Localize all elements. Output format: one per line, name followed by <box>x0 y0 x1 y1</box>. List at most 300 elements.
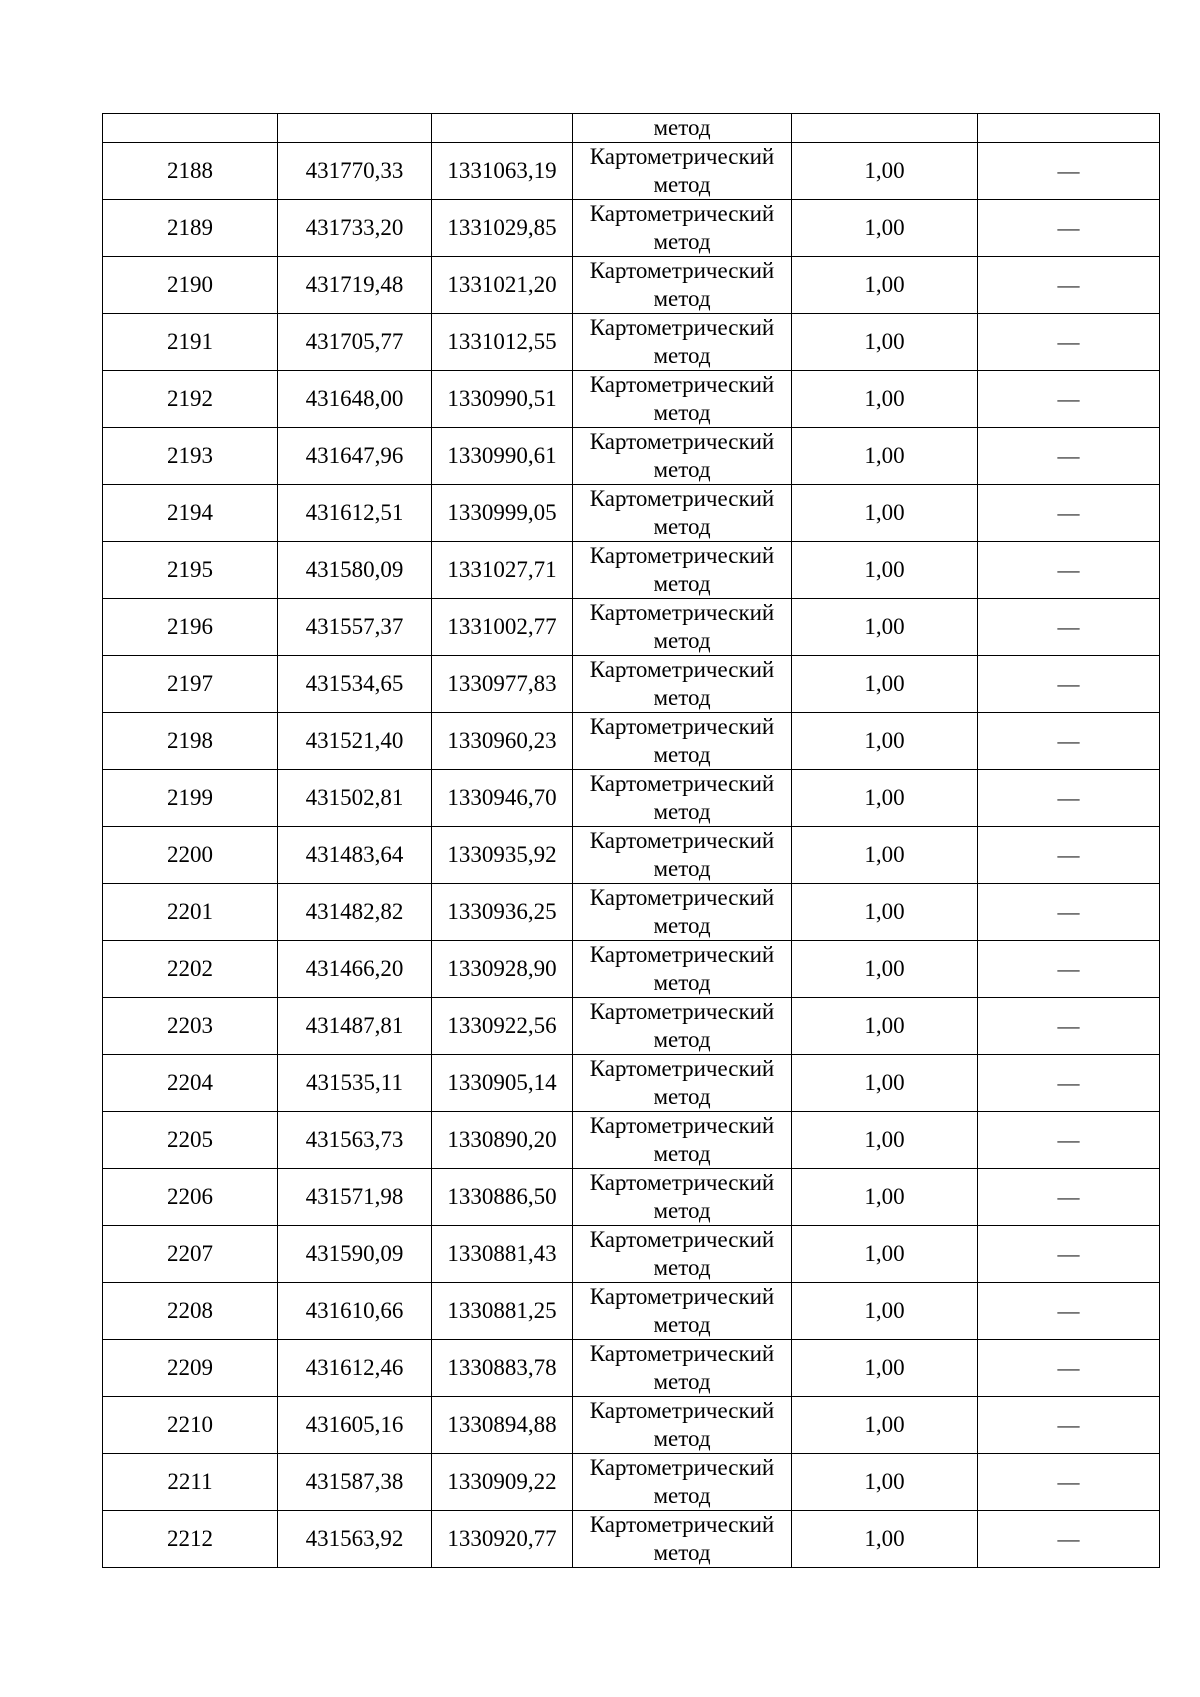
y-coordinate-cell <box>432 257 573 314</box>
point-number-cell <box>103 143 278 200</box>
accuracy-value: 1,00 <box>864 842 905 867</box>
note-value: — <box>1057 1127 1080 1152</box>
table-row <box>103 257 1160 314</box>
accuracy-cell <box>792 371 978 428</box>
method-text: Картометрический метод <box>589 144 775 197</box>
y-coordinate: 1331027,71 <box>447 557 557 582</box>
note-value: — <box>1057 956 1080 981</box>
point-number: 2212 <box>167 1526 213 1551</box>
accuracy-value: 1,00 <box>864 614 905 639</box>
point-number-cell <box>103 371 278 428</box>
x-coordinate: 431563,73 <box>305 1127 404 1152</box>
accuracy-cell <box>792 770 978 827</box>
y-coordinate: 1331063,19 <box>447 158 557 183</box>
x-coordinate: 431502,81 <box>305 785 404 810</box>
note-value: — <box>1057 842 1080 867</box>
y-coordinate-cell <box>432 1454 573 1511</box>
accuracy-value: 1,00 <box>864 1355 905 1380</box>
point-number-cell <box>103 428 278 485</box>
note-cell <box>978 1397 1160 1454</box>
y-coordinate-cell <box>432 114 573 143</box>
method-cell <box>573 371 792 428</box>
x-coordinate: 431534,65 <box>305 671 404 696</box>
x-coordinate-cell <box>278 114 432 143</box>
point-number: 2188 <box>167 158 213 183</box>
accuracy-value: 1,00 <box>864 899 905 924</box>
y-coordinate-cell <box>432 827 573 884</box>
y-coordinate: 1331021,20 <box>447 272 557 297</box>
accuracy-cell <box>792 485 978 542</box>
method-cell <box>573 1226 792 1283</box>
continuation-row <box>103 114 1160 143</box>
table-row <box>103 485 1160 542</box>
method-cell <box>573 200 792 257</box>
x-coordinate: 431647,96 <box>305 443 404 468</box>
note-cell <box>978 114 1160 143</box>
document-page <box>102 113 1159 1568</box>
method-cell <box>573 770 792 827</box>
y-coordinate-cell <box>432 1055 573 1112</box>
x-coordinate: 431482,82 <box>305 899 404 924</box>
y-coordinate-cell <box>432 713 573 770</box>
y-coordinate-cell <box>432 884 573 941</box>
table-row <box>103 713 1160 770</box>
point-number-cell <box>103 1169 278 1226</box>
accuracy-value: 1,00 <box>864 443 905 468</box>
accuracy-value: 1,00 <box>864 956 905 981</box>
y-coordinate-cell <box>432 542 573 599</box>
point-number: 2193 <box>167 443 213 468</box>
y-coordinate: 1331029,85 <box>447 215 557 240</box>
point-number-cell <box>103 884 278 941</box>
y-coordinate: 1330881,43 <box>447 1241 557 1266</box>
note-cell <box>978 485 1160 542</box>
table-row <box>103 1511 1160 1568</box>
note-cell <box>978 1169 1160 1226</box>
note-value: — <box>1057 1184 1080 1209</box>
x-coordinate-cell <box>278 770 432 827</box>
method-text: Картометрический метод <box>589 1284 775 1337</box>
y-coordinate-cell <box>432 941 573 998</box>
point-number-cell <box>103 1340 278 1397</box>
method-text: Картометрический метод <box>589 315 775 368</box>
y-coordinate: 1330977,83 <box>447 671 557 696</box>
method-text: Картометрический метод <box>589 657 775 710</box>
method-text: Картометрический метод <box>589 372 775 425</box>
method-cell <box>573 884 792 941</box>
method-text: Картометрический метод <box>589 1113 775 1166</box>
method-cell <box>573 143 792 200</box>
y-coordinate: 1330883,78 <box>447 1355 557 1380</box>
accuracy-cell <box>792 1055 978 1112</box>
accuracy-cell <box>792 1340 978 1397</box>
accuracy-cell <box>792 114 978 143</box>
x-coordinate: 431770,33 <box>305 158 404 183</box>
point-number: 2190 <box>167 272 213 297</box>
method-cell <box>573 656 792 713</box>
y-coordinate-cell <box>432 1226 573 1283</box>
note-cell <box>978 713 1160 770</box>
method-text: Картометрический метод <box>589 1512 775 1565</box>
y-coordinate-cell <box>432 428 573 485</box>
table-row <box>103 314 1160 371</box>
note-cell <box>978 770 1160 827</box>
note-cell <box>978 371 1160 428</box>
accuracy-value: 1,00 <box>864 785 905 810</box>
note-cell <box>978 257 1160 314</box>
point-number: 2206 <box>167 1184 213 1209</box>
y-coordinate-cell <box>432 656 573 713</box>
table-row <box>103 941 1160 998</box>
y-coordinate-cell <box>432 371 573 428</box>
y-coordinate-cell <box>432 1283 573 1340</box>
method-cell <box>573 1283 792 1340</box>
note-cell <box>978 1283 1160 1340</box>
note-cell <box>978 941 1160 998</box>
x-coordinate-cell <box>278 1226 432 1283</box>
x-coordinate: 431563,92 <box>305 1526 404 1551</box>
note-value: — <box>1057 1526 1080 1551</box>
accuracy-value: 1,00 <box>864 1526 905 1551</box>
table-row <box>103 1283 1160 1340</box>
method-text: Картометрический метод <box>589 543 775 596</box>
method-cell <box>573 1340 792 1397</box>
point-number: 2197 <box>167 671 213 696</box>
note-cell <box>978 599 1160 656</box>
accuracy-cell <box>792 656 978 713</box>
x-coordinate: 431733,20 <box>305 215 404 240</box>
y-coordinate-cell <box>432 1112 573 1169</box>
note-cell <box>978 998 1160 1055</box>
point-number-cell <box>103 1283 278 1340</box>
table-row <box>103 884 1160 941</box>
method-cell <box>573 827 792 884</box>
y-coordinate: 1330890,20 <box>447 1127 557 1152</box>
table-row <box>103 656 1160 713</box>
accuracy-value: 1,00 <box>864 1127 905 1152</box>
x-coordinate-cell <box>278 371 432 428</box>
point-number-cell <box>103 1454 278 1511</box>
point-number: 2208 <box>167 1298 213 1323</box>
note-value: — <box>1057 1070 1080 1095</box>
method-cell <box>573 998 792 1055</box>
accuracy-cell <box>792 314 978 371</box>
x-coordinate-cell <box>278 314 432 371</box>
accuracy-value: 1,00 <box>864 1412 905 1437</box>
table-row <box>103 542 1160 599</box>
point-number-cell <box>103 770 278 827</box>
note-value: — <box>1057 386 1080 411</box>
method-text: Картометрический метод <box>589 429 775 482</box>
accuracy-value: 1,00 <box>864 1184 905 1209</box>
x-coordinate-cell <box>278 998 432 1055</box>
x-coordinate: 431580,09 <box>305 557 404 582</box>
accuracy-value: 1,00 <box>864 215 905 240</box>
x-coordinate: 431487,81 <box>305 1013 404 1038</box>
table-row <box>103 599 1160 656</box>
x-coordinate-cell <box>278 428 432 485</box>
x-coordinate-cell <box>278 941 432 998</box>
point-number-cell <box>103 485 278 542</box>
table-row <box>103 770 1160 827</box>
accuracy-value: 1,00 <box>864 158 905 183</box>
method-text: Картометрический метод <box>589 1455 775 1508</box>
accuracy-value: 1,00 <box>864 1298 905 1323</box>
accuracy-value: 1,00 <box>864 386 905 411</box>
table-body <box>103 114 1160 1568</box>
method-text: Картометрический метод <box>589 1398 775 1451</box>
y-coordinate: 1331012,55 <box>447 329 557 354</box>
point-number-cell <box>103 941 278 998</box>
point-number: 2194 <box>167 500 213 525</box>
note-value: — <box>1057 329 1080 354</box>
method-text: Картометрический метод <box>589 1227 775 1280</box>
point-number: 2204 <box>167 1070 213 1095</box>
x-coordinate-cell <box>278 1340 432 1397</box>
accuracy-value: 1,00 <box>864 728 905 753</box>
x-coordinate-cell <box>278 1511 432 1568</box>
point-number-cell <box>103 713 278 770</box>
table-row <box>103 428 1160 485</box>
point-number: 2210 <box>167 1412 213 1437</box>
y-coordinate: 1330894,88 <box>447 1412 557 1437</box>
accuracy-cell <box>792 542 978 599</box>
point-number: 2211 <box>167 1469 213 1494</box>
point-number: 2203 <box>167 1013 213 1038</box>
accuracy-value: 1,00 <box>864 329 905 354</box>
method-text: Картометрический метод <box>589 942 775 995</box>
method-text: Картометрический метод <box>589 885 775 938</box>
accuracy-value: 1,00 <box>864 1241 905 1266</box>
x-coordinate-cell <box>278 1169 432 1226</box>
note-cell <box>978 314 1160 371</box>
note-value: — <box>1057 728 1080 753</box>
x-coordinate: 431610,66 <box>305 1298 404 1323</box>
x-coordinate: 431719,48 <box>305 272 404 297</box>
method-cell <box>573 941 792 998</box>
point-number-cell <box>103 1055 278 1112</box>
point-number-cell <box>103 542 278 599</box>
note-value: — <box>1057 614 1080 639</box>
accuracy-value: 1,00 <box>864 1013 905 1038</box>
accuracy-cell <box>792 599 978 656</box>
y-coordinate: 1330990,51 <box>447 386 557 411</box>
y-coordinate: 1330928,90 <box>447 956 557 981</box>
table-row <box>103 1169 1160 1226</box>
x-coordinate-cell <box>278 827 432 884</box>
y-coordinate: 1330909,22 <box>447 1469 557 1494</box>
x-coordinate-cell <box>278 143 432 200</box>
y-coordinate-cell <box>432 314 573 371</box>
coordinates-table <box>102 113 1160 1568</box>
y-coordinate: 1330946,70 <box>447 785 557 810</box>
method-cell <box>573 1112 792 1169</box>
y-coordinate-cell <box>432 1511 573 1568</box>
y-coordinate: 1330960,23 <box>447 728 557 753</box>
accuracy-cell <box>792 1226 978 1283</box>
point-number: 2192 <box>167 386 213 411</box>
x-coordinate: 431571,98 <box>305 1184 404 1209</box>
point-number-cell <box>103 998 278 1055</box>
note-cell <box>978 1340 1160 1397</box>
table-row <box>103 1397 1160 1454</box>
accuracy-cell <box>792 1454 978 1511</box>
accuracy-value: 1,00 <box>864 1469 905 1494</box>
accuracy-cell <box>792 1397 978 1454</box>
method-cell <box>573 1169 792 1226</box>
x-coordinate-cell <box>278 656 432 713</box>
note-value: — <box>1057 1355 1080 1380</box>
y-coordinate-cell <box>432 770 573 827</box>
note-cell <box>978 200 1160 257</box>
x-coordinate-cell <box>278 1112 432 1169</box>
table-row <box>103 1340 1160 1397</box>
x-coordinate-cell <box>278 713 432 770</box>
note-cell <box>978 542 1160 599</box>
method-text: Картометрический метод <box>589 714 775 767</box>
x-coordinate-cell <box>278 485 432 542</box>
accuracy-cell <box>792 1283 978 1340</box>
accuracy-cell <box>792 1112 978 1169</box>
accuracy-cell <box>792 998 978 1055</box>
x-coordinate: 431521,40 <box>305 728 404 753</box>
note-cell <box>978 827 1160 884</box>
y-coordinate-cell <box>432 1340 573 1397</box>
accuracy-value: 1,00 <box>864 671 905 696</box>
method-cell <box>573 485 792 542</box>
point-number-cell <box>103 599 278 656</box>
accuracy-value: 1,00 <box>864 1070 905 1095</box>
note-value: — <box>1057 443 1080 468</box>
method-text: Картометрический метод <box>589 771 775 824</box>
table-row <box>103 827 1160 884</box>
y-coordinate-cell <box>432 200 573 257</box>
point-number: 2207 <box>167 1241 213 1266</box>
accuracy-value: 1,00 <box>864 557 905 582</box>
method-cell <box>573 314 792 371</box>
method-text: Картометрический метод <box>589 258 775 311</box>
method-cell <box>573 257 792 314</box>
note-value: — <box>1057 1241 1080 1266</box>
accuracy-cell <box>792 884 978 941</box>
note-cell <box>978 143 1160 200</box>
point-number: 2199 <box>167 785 213 810</box>
note-value: — <box>1057 272 1080 297</box>
accuracy-value: 1,00 <box>864 272 905 297</box>
note-cell <box>978 1226 1160 1283</box>
point-number: 2198 <box>167 728 213 753</box>
method-text: Картометрический метод <box>589 828 775 881</box>
x-coordinate-cell <box>278 1397 432 1454</box>
note-value: — <box>1057 1298 1080 1323</box>
y-coordinate: 1330936,25 <box>447 899 557 924</box>
method-cell <box>573 1055 792 1112</box>
note-cell <box>978 1112 1160 1169</box>
x-coordinate-cell <box>278 1454 432 1511</box>
x-coordinate: 431557,37 <box>305 614 404 639</box>
x-coordinate: 431535,11 <box>306 1070 403 1095</box>
accuracy-cell <box>792 143 978 200</box>
x-coordinate: 431587,38 <box>305 1469 404 1494</box>
note-cell <box>978 1511 1160 1568</box>
x-coordinate: 431466,20 <box>305 956 404 981</box>
point-number-cell <box>103 1511 278 1568</box>
x-coordinate-cell <box>278 542 432 599</box>
method-text: Картометрический метод <box>589 999 775 1052</box>
point-number: 2209 <box>167 1355 213 1380</box>
method-text: Картометрический метод <box>589 486 775 539</box>
x-coordinate: 431483,64 <box>305 842 404 867</box>
accuracy-cell <box>792 1169 978 1226</box>
point-number: 2200 <box>167 842 213 867</box>
note-cell <box>978 428 1160 485</box>
y-coordinate: 1330905,14 <box>447 1070 557 1095</box>
y-coordinate-cell <box>432 1397 573 1454</box>
x-coordinate: 431590,09 <box>305 1241 404 1266</box>
point-number-cell <box>103 200 278 257</box>
x-coordinate-cell <box>278 257 432 314</box>
y-coordinate: 1331002,77 <box>447 614 557 639</box>
note-cell <box>978 1055 1160 1112</box>
method-cell <box>573 1454 792 1511</box>
y-coordinate-cell <box>432 1169 573 1226</box>
method-cell <box>573 428 792 485</box>
table-row <box>103 371 1160 428</box>
method-cell <box>573 713 792 770</box>
accuracy-cell <box>792 713 978 770</box>
note-value: — <box>1057 1412 1080 1437</box>
note-value: — <box>1057 215 1080 240</box>
method-cell <box>573 114 792 143</box>
x-coordinate-cell <box>278 200 432 257</box>
y-coordinate-cell <box>432 998 573 1055</box>
method-cell <box>573 599 792 656</box>
note-value: — <box>1057 158 1080 183</box>
y-coordinate: 1330920,77 <box>447 1526 557 1551</box>
accuracy-cell <box>792 257 978 314</box>
y-coordinate: 1330999,05 <box>447 500 557 525</box>
y-coordinate: 1330881,25 <box>447 1298 557 1323</box>
point-number: 2189 <box>167 215 213 240</box>
method-text: Картометрический метод <box>589 1341 775 1394</box>
note-value: — <box>1057 500 1080 525</box>
y-coordinate: 1330886,50 <box>447 1184 557 1209</box>
table-row <box>103 1454 1160 1511</box>
point-number: 2205 <box>167 1127 213 1152</box>
point-number: 2195 <box>167 557 213 582</box>
x-coordinate: 431612,51 <box>305 500 404 525</box>
x-coordinate-cell <box>278 884 432 941</box>
y-coordinate-cell <box>432 599 573 656</box>
method-text: Картометрический метод <box>589 1056 775 1109</box>
method-cell <box>573 1511 792 1568</box>
table-row <box>103 998 1160 1055</box>
method-cell <box>573 1397 792 1454</box>
y-coordinate-cell <box>432 485 573 542</box>
method-cell <box>573 542 792 599</box>
method-text: метод <box>653 115 711 140</box>
note-value: — <box>1057 1469 1080 1494</box>
point-number-cell <box>103 1397 278 1454</box>
point-number-cell <box>103 1112 278 1169</box>
point-number: 2202 <box>167 956 213 981</box>
note-cell <box>978 656 1160 713</box>
point-number-cell <box>103 114 278 143</box>
note-value: — <box>1057 785 1080 810</box>
note-value: — <box>1057 1013 1080 1038</box>
point-number-cell <box>103 656 278 713</box>
accuracy-cell <box>792 428 978 485</box>
